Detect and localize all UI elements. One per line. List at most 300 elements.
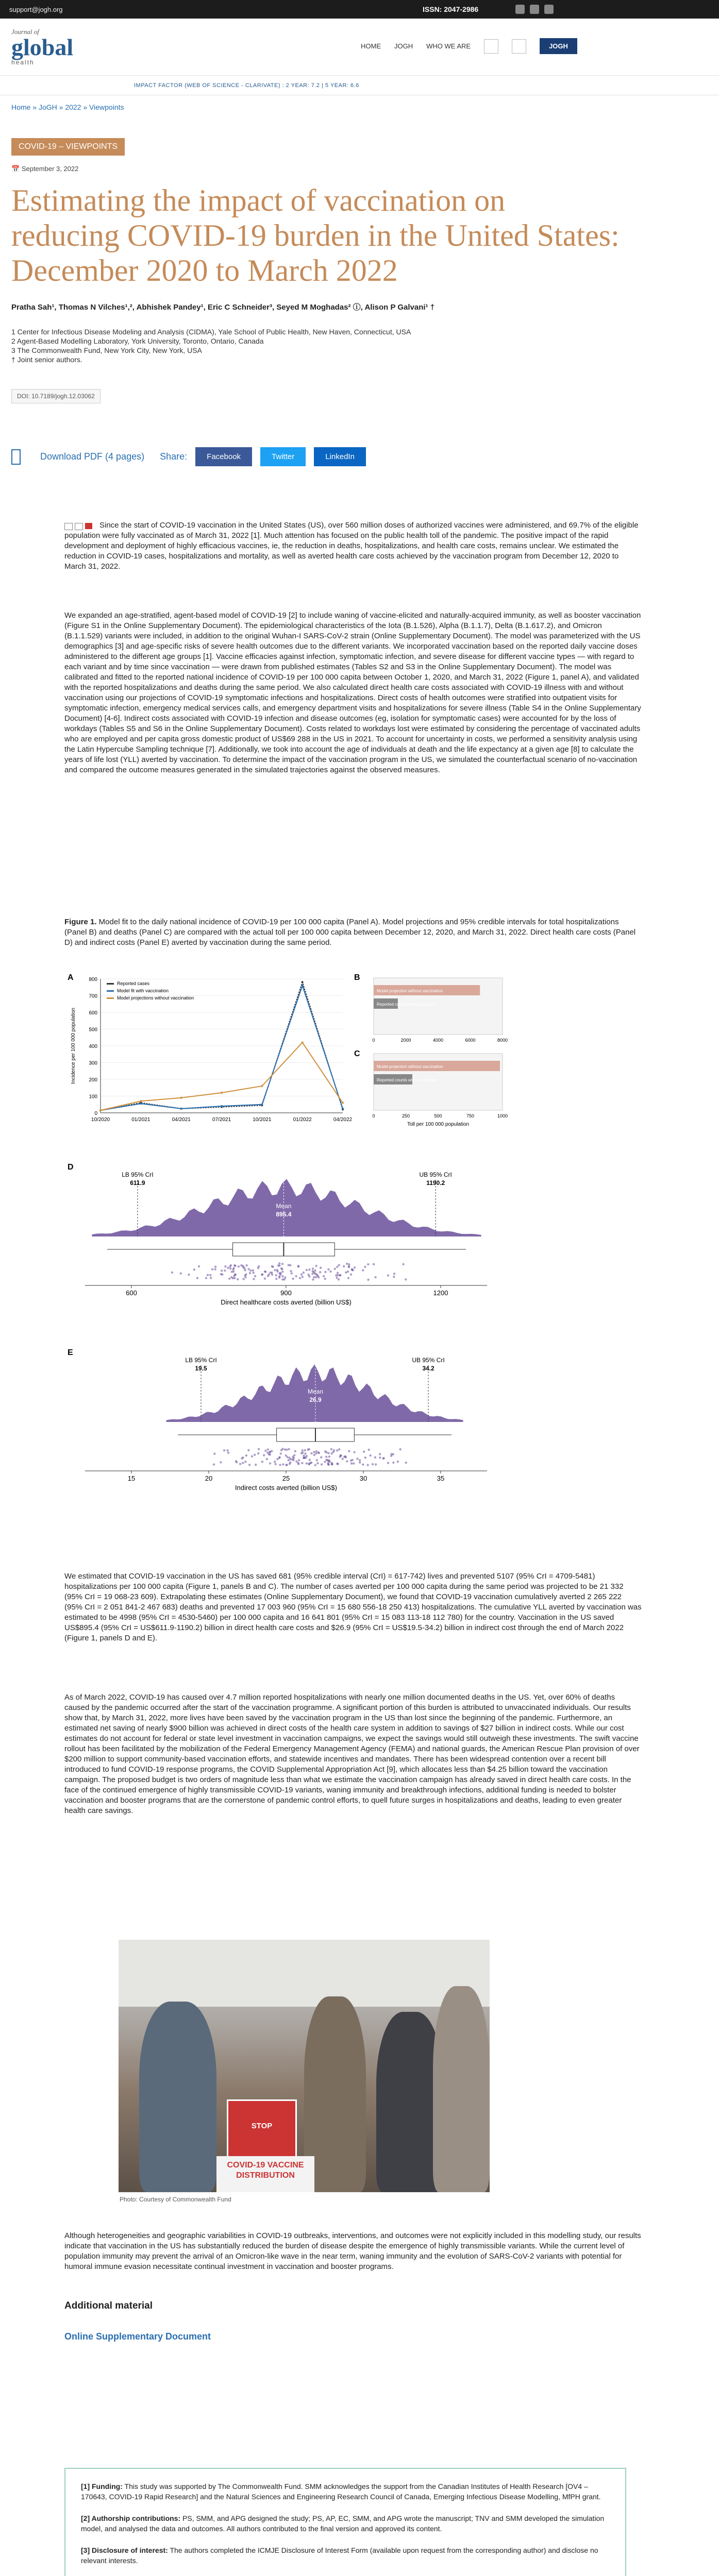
contrib-text: PS, SMM, and APG designed the study; PS, AP, EC, SMM, and APG wrote the manuscript; TNV and SMM developed the simulation model, and analysed the data and outcomes. All authors contributed to the final version and approved its content. xyxy=(81,2514,605,2533)
x-tick-label: 900 xyxy=(280,1289,292,1297)
sample-point xyxy=(264,1270,266,1273)
sample-point xyxy=(359,1459,361,1461)
sample-point xyxy=(367,1449,370,1451)
x-tick-label: 0 xyxy=(372,1038,375,1043)
sample-point xyxy=(392,1462,394,1464)
sample-point xyxy=(304,1456,306,1459)
mean-label: Mean xyxy=(307,1388,324,1395)
sample-point xyxy=(198,1265,200,1267)
article-title: Estimating the impact of vaccination on reducing COVID-19 burden in the United States: December 2020 to March 2022 xyxy=(11,183,620,287)
sample-point xyxy=(362,1463,364,1465)
sample-point xyxy=(324,1461,326,1463)
affiliation: 1 Center for Infectious Disease Modeling and Analysis (CIDMA), Yale School of Public Health, New Haven, Connecticut, USA xyxy=(11,328,411,336)
x-tick-label: 01/2022 xyxy=(293,1117,312,1123)
sample-point xyxy=(402,1263,404,1265)
sample-point xyxy=(309,1459,311,1461)
supplementary-link[interactable]: Online Supplementary Document xyxy=(64,2331,211,2342)
sample-point xyxy=(321,1463,323,1465)
sample-point xyxy=(253,1278,255,1280)
x-tick-label: 4000 xyxy=(432,1038,444,1043)
sample-point xyxy=(307,1274,309,1276)
panel-d-label: D xyxy=(68,1163,74,1172)
linkedin-share-button[interactable]: LinkedIn xyxy=(314,447,366,466)
sample-point xyxy=(327,1452,329,1454)
bar-label: Model projection without vaccination xyxy=(377,989,443,993)
figure-1-panel-e xyxy=(64,1345,508,1510)
sample-point xyxy=(284,1448,286,1450)
y-tick-label: 200 xyxy=(89,1077,97,1083)
sample-point xyxy=(252,1269,254,1272)
sample-point xyxy=(289,1264,291,1266)
panel-e-chart xyxy=(85,1357,487,1492)
nav-home[interactable]: HOME xyxy=(361,42,381,50)
sample-point xyxy=(280,1452,282,1454)
sample-point xyxy=(245,1454,247,1456)
breadcrumb-sep: » xyxy=(81,103,90,111)
data-point xyxy=(99,1109,102,1111)
sample-point xyxy=(397,1461,399,1463)
y-tick-label: 300 xyxy=(89,1060,97,1066)
sample-point xyxy=(261,1461,263,1463)
funding-label: [1] Funding: xyxy=(81,2482,123,2490)
sample-point xyxy=(374,1276,376,1278)
sample-point xyxy=(243,1267,245,1269)
social-links xyxy=(515,5,554,14)
sample-point xyxy=(315,1452,317,1454)
sample-point xyxy=(324,1450,326,1452)
twitter-icon[interactable] xyxy=(530,5,539,14)
contributions-note xyxy=(81,2513,610,2534)
author-list: Pratha Sah¹, Thomas N Vilches¹,², Abhishek Pandey¹, Eric C Schneider³, Seyed M Moghadas² ⓘ, Alison P Galvani¹ † xyxy=(11,303,435,312)
sample-point xyxy=(379,1453,381,1455)
sample-point xyxy=(330,1448,332,1450)
sample-point xyxy=(306,1462,308,1464)
nav-jogh[interactable]: JOGH xyxy=(394,42,413,50)
sample-point xyxy=(282,1463,284,1465)
sample-point xyxy=(319,1271,321,1273)
x-tick-label: 04/2022 xyxy=(333,1117,353,1123)
sample-point xyxy=(374,1456,376,1459)
logo-line-1: Journal of xyxy=(11,28,39,36)
share-label: Share: xyxy=(160,451,188,462)
sample-point xyxy=(258,1448,260,1450)
sample-point xyxy=(279,1273,281,1275)
disclosure-text: The authors completed the ICMJE Disclosure of Interest Form (available upon request from the corresponding author) and disclose no relevant interests. xyxy=(81,2546,598,2565)
sample-point xyxy=(311,1273,313,1275)
sample-point xyxy=(326,1459,328,1461)
breadcrumb-sep: » xyxy=(30,103,39,111)
impact-factor-bar xyxy=(0,76,719,95)
sample-point xyxy=(242,1278,244,1280)
sample-point xyxy=(244,1274,246,1276)
sample-point xyxy=(229,1267,231,1269)
sample-point xyxy=(363,1450,365,1452)
sample-point xyxy=(244,1461,246,1463)
sample-point xyxy=(286,1464,288,1466)
sample-point xyxy=(393,1276,395,1278)
series-line-2 xyxy=(101,1043,343,1111)
data-point xyxy=(140,1100,142,1102)
sample-point xyxy=(348,1266,350,1268)
sample-point xyxy=(255,1464,257,1466)
breadcrumb-jogh[interactable]: JoGH xyxy=(38,103,57,111)
sample-point xyxy=(313,1451,315,1453)
y-tick-label: 0 xyxy=(94,1111,97,1116)
logo-line-3: health xyxy=(11,59,35,66)
x-tick-label: 04/2021 xyxy=(172,1117,191,1123)
sample-point xyxy=(291,1458,293,1460)
sample-point xyxy=(230,1264,232,1266)
sample-point xyxy=(247,1449,249,1451)
issn-label: ISSN: 2047-2986 xyxy=(423,5,479,13)
sample-point xyxy=(251,1455,253,1458)
menu-icon[interactable] xyxy=(484,39,498,54)
x-tick-label: 25 xyxy=(282,1475,290,1482)
sample-point xyxy=(274,1269,276,1271)
sample-point xyxy=(405,1462,407,1464)
sample-point xyxy=(278,1275,280,1277)
sample-point xyxy=(288,1459,290,1461)
sample-point xyxy=(171,1272,173,1274)
sample-point xyxy=(353,1462,355,1464)
data-point xyxy=(221,1105,223,1107)
sample-point xyxy=(320,1267,322,1269)
stop-sign-text: STOP xyxy=(251,2122,273,2130)
sample-point xyxy=(399,1448,402,1450)
category-badge[interactable]: COVID-19 – VIEWPOINTS xyxy=(11,138,125,156)
sample-point xyxy=(387,1274,389,1276)
linkedin-icon[interactable] xyxy=(544,5,554,14)
sample-point xyxy=(274,1463,276,1465)
sample-point xyxy=(228,1278,230,1280)
legend-label: Reported cases xyxy=(117,981,150,986)
breadcrumb xyxy=(11,103,124,111)
photo-caption: Photo: Courtesy of Commonwealth Fund xyxy=(120,2196,231,2203)
sample-point xyxy=(292,1455,294,1458)
person-figure xyxy=(139,2002,216,2192)
facebook-share-button[interactable]: Facebook xyxy=(195,447,252,466)
sample-point xyxy=(393,1273,395,1275)
panel-e-label: E xyxy=(68,1348,73,1357)
sample-point xyxy=(314,1273,316,1275)
funding-text: This study was supported by The Commonwealth Fund. SMM acknowledges the support from the Canadian Institutes of Health Research [OV4 – 170643, COVID-19 Rapid Research] and the Natural Sciences and Engineering Research Council of Canada, Emerging Infectious Disease Modelling, MfPH grant. xyxy=(81,2482,601,2501)
legend-swatch xyxy=(107,997,114,999)
sample-point xyxy=(297,1265,299,1267)
legend-swatch xyxy=(107,983,114,985)
sample-point xyxy=(249,1269,252,1272)
sample-point xyxy=(298,1459,300,1461)
sample-point xyxy=(230,1276,232,1278)
sample-point xyxy=(237,1278,239,1280)
panel-a-label: A xyxy=(68,973,74,982)
sample-point xyxy=(323,1275,325,1277)
sample-point xyxy=(310,1462,312,1464)
paragraph-3: We estimated that COVID-19 vaccination in the US has saved 681 (95% credible interval (CrI) = 617-742) lives and prevented 5107 (95% CrI = 4709-5481) hospitalizations per 100 000 capita (Figure 1, panels B and C). The number of cases averted per 100 000 capita during the same period was projected to be 21 332 (95% CrI = 19 068-23 609). Extrapolating these estimates (Online Supplementary Document), we found that COVID-19 vaccination cumulatively averted 2 265 222 (95% CrI = 2 051 841-2 467 683) deaths and prevented 17 003 960 (95% CrI = 15 680 556-18 250 413) hospitalizations. The cumulative YLL averted by vaccination was estimated to be 4998 (95% CrI = 4530-5460) per 100 000 capita and 16 641 801 (95% CrI = 15 083 113-18 112 780) for the country. Vaccination in the US saved US$895.4 (95% CrI = US$611.9-1190.2) billion in direct health care costs and $26.9 (95% CrI = US$19.5-34.2) billion in indirect cost through the end of March 2022 (Figure 1, panels D and E). xyxy=(64,1572,642,1642)
impact-factor: IMPACT FACTOR (WEB OF SCIENCE - CLARIVATE) : 2 YEAR: 7.2 | 5 YEAR: 6.6 xyxy=(134,82,359,89)
breadcrumb-section[interactable]: Viewpoints xyxy=(89,103,124,111)
sample-point xyxy=(313,1454,315,1456)
x-tick-label: 2000 xyxy=(400,1038,411,1043)
sample-point xyxy=(233,1267,235,1269)
sample-point xyxy=(242,1462,244,1464)
sample-point xyxy=(269,1451,271,1453)
sample-point xyxy=(267,1275,269,1277)
affiliation: † Joint senior authors. xyxy=(11,355,82,364)
sample-point xyxy=(227,1452,229,1454)
sample-point xyxy=(346,1460,348,1462)
sample-point xyxy=(325,1456,327,1458)
sample-point xyxy=(362,1269,364,1271)
sample-point xyxy=(301,1462,303,1464)
sample-point xyxy=(232,1270,235,1273)
sample-point xyxy=(346,1263,348,1265)
pdf-icon xyxy=(11,449,21,465)
x-tick-label: 600 xyxy=(126,1289,137,1297)
sample-point xyxy=(352,1459,354,1461)
panel-a-chart xyxy=(71,977,353,1123)
legend-label: Model projections without vaccination xyxy=(117,995,194,1001)
sample-point xyxy=(271,1265,273,1267)
sample-point xyxy=(252,1272,254,1274)
site-header xyxy=(0,19,719,76)
figure-caption-label: Figure 1. xyxy=(64,918,97,926)
sample-point xyxy=(337,1463,339,1465)
x-tick-label: 10/2020 xyxy=(91,1117,110,1123)
figure-1-panel-d xyxy=(64,1159,508,1324)
person-figure xyxy=(433,1986,490,2192)
figure-1-svg xyxy=(64,969,508,1139)
ub-value: 1190.2 xyxy=(426,1179,445,1187)
sample-point xyxy=(294,1450,296,1452)
sample-point xyxy=(324,1271,326,1273)
sample-point xyxy=(292,1278,294,1280)
sample-point xyxy=(339,1274,341,1276)
sample-point xyxy=(304,1452,306,1454)
figure-caption-text: Model fit to the daily national incidence of COVID-19 per 100 000 capita (Panel A). Model projections and 95% credible intervals for total hospitalizations (Panel B) and deaths (Panel C) are compared with the actual toll per 100 000 capita between December 12, 2020, and March 31, 2022. Direct health care costs (Panel D) and indirect costs (Panel E) averted by vaccination during the same period. xyxy=(64,918,636,947)
ub-label: UB 95% CrI xyxy=(419,1171,452,1178)
panel-c-label: C xyxy=(354,1049,360,1058)
sample-point xyxy=(308,1268,310,1270)
sample-point xyxy=(367,1279,369,1281)
sample-point xyxy=(315,1450,317,1452)
sample-point xyxy=(315,1265,317,1267)
panel-b-chart xyxy=(372,978,508,1043)
sample-point xyxy=(214,1265,216,1267)
sample-point xyxy=(248,1464,250,1466)
support-email[interactable]: support@jogh.org xyxy=(9,6,63,13)
sample-point xyxy=(205,1277,207,1279)
sample-point xyxy=(382,1457,384,1459)
x-tick-label: 0 xyxy=(372,1113,375,1118)
twitter-share-button[interactable]: Twitter xyxy=(260,447,306,466)
x-axis-label: Indirect costs averted (billion US$) xyxy=(235,1484,337,1492)
data-point xyxy=(302,1042,304,1044)
x-tick-label: 15 xyxy=(127,1475,136,1482)
sample-point xyxy=(281,1270,283,1273)
sample-point xyxy=(223,1449,225,1451)
sample-point xyxy=(375,1463,377,1465)
affiliation: 2 Agent-Based Modelling Laboratory, York University, Toronto, Ontario, Canada xyxy=(11,337,264,345)
sample-point xyxy=(279,1464,281,1466)
sample-point xyxy=(281,1278,283,1280)
sample-point xyxy=(348,1263,350,1265)
jogh-button[interactable]: JOGH xyxy=(540,38,577,54)
sample-point xyxy=(356,1458,358,1460)
sample-point xyxy=(350,1462,353,1464)
sample-point xyxy=(329,1270,331,1273)
sample-point xyxy=(271,1274,273,1276)
sample-point xyxy=(379,1456,381,1459)
tent-canopy xyxy=(119,1940,490,2007)
sample-point xyxy=(264,1278,266,1280)
sample-point xyxy=(211,1268,213,1270)
x-axis-label: Toll per 100 000 population xyxy=(407,1122,470,1127)
legend-label: Model fit with vaccination xyxy=(117,988,169,993)
sample-point xyxy=(328,1455,330,1458)
sample-point xyxy=(352,1269,354,1271)
mean-value: 895.4 xyxy=(276,1211,292,1218)
x-tick-label: 20 xyxy=(205,1475,213,1482)
vaccination-photo xyxy=(119,1940,490,2192)
sample-point xyxy=(353,1451,355,1453)
breadcrumb-home[interactable]: Home xyxy=(11,103,31,111)
sample-point xyxy=(188,1274,190,1276)
sample-point xyxy=(347,1277,349,1279)
sample-point xyxy=(310,1452,312,1454)
sample-point xyxy=(390,1453,392,1455)
sample-point xyxy=(275,1278,277,1280)
sample-point xyxy=(312,1267,314,1269)
figure-caption xyxy=(64,917,642,948)
sample-point xyxy=(336,1266,338,1268)
sample-point xyxy=(387,1462,389,1464)
mean-value: 26.9 xyxy=(309,1396,322,1403)
vaccine-distribution-sign: COVID-19 VACCINE DISTRIBUTION xyxy=(216,2156,314,2192)
sample-point xyxy=(236,1461,238,1463)
sample-point xyxy=(334,1268,336,1270)
sample-point xyxy=(373,1263,375,1265)
breadcrumb-sep: » xyxy=(57,103,65,111)
lb-value: 19.5 xyxy=(195,1365,207,1372)
sample-point xyxy=(337,1272,339,1274)
data-point xyxy=(180,1097,182,1099)
sample-point xyxy=(308,1448,310,1450)
y-tick-label: 700 xyxy=(89,993,97,999)
sample-point xyxy=(269,1462,271,1464)
sample-point xyxy=(196,1277,198,1279)
data-point xyxy=(342,1102,344,1104)
sample-point xyxy=(280,1267,282,1269)
sample-point xyxy=(247,1268,249,1270)
sample-point xyxy=(320,1456,322,1459)
sample-point xyxy=(278,1262,280,1264)
figure-1-top xyxy=(64,969,508,1139)
sample-point xyxy=(249,1272,251,1274)
doi-label[interactable]: DOI: 10.7189/jogh.12.03062 xyxy=(11,389,101,403)
lb-label: LB 95% CrI xyxy=(122,1171,154,1178)
sample-point xyxy=(209,1274,211,1276)
sample-point xyxy=(343,1265,345,1267)
sample-point xyxy=(364,1456,366,1459)
data-point xyxy=(342,1108,344,1110)
sample-point xyxy=(299,1277,301,1279)
search-icon[interactable] xyxy=(512,39,526,54)
ub-value: 34.2 xyxy=(422,1365,434,1372)
facebook-icon[interactable] xyxy=(515,5,525,14)
x-tick-label: 750 xyxy=(466,1113,475,1118)
x-tick-label: 1200 xyxy=(433,1289,448,1297)
x-tick-label: 250 xyxy=(402,1113,410,1118)
sample-point xyxy=(254,1454,256,1456)
sample-point xyxy=(213,1463,215,1465)
sample-point xyxy=(290,1270,292,1272)
bar-label: Reported counts with vaccination xyxy=(377,1002,438,1007)
sample-point xyxy=(224,1269,226,1272)
sample-point xyxy=(330,1452,332,1454)
sample-point xyxy=(220,1273,222,1275)
nav-who-we-are[interactable]: WHO WE ARE xyxy=(426,42,471,50)
sample-point xyxy=(327,1462,329,1464)
x-tick-label: 1000 xyxy=(497,1113,508,1118)
bar-label: Reported counts with vaccination xyxy=(377,1078,438,1082)
sample-point xyxy=(261,1274,263,1276)
sample-point xyxy=(234,1265,236,1267)
paragraph-4: As of March 2022, COVID-19 has caused over 4.7 million reported hospitalizations with nearly one million documented deaths in the US. Yet, over 60% of deaths caused by the pandemic occurred after the start of the vaccination programme. A significant portion of this burden is attributed to unvaccinated individuals. Our results show that, by March 31, 2022, more lives have been saved by the vaccination program in the US than lost since the beginning of the pandemic. Furthermore, an estimated net saving of nearly $900 billion was achieved in direct costs of the health care system in addition to savings of $27 billion in indirect costs. While our cost estimates do not account for federal or state level investment in vaccination campaigns, we expect the savings would still outweigh these investments. The swift vaccine rollout has been facilitated by the mobilization of the Federal Emergency Management Agency (FEMA) and national guards, the American Rescue Plan provision of over $200 million to support community-based vaccination efforts, and statewide incentives and mandates. There has been widespread contention over a recent bill introduced to fund COVID-19 response programs, the COVID Supplemental Appropriation Act [9], which allocates less than $4.25 billion toward the vaccination campaign. The proposed budget is two orders of magnitude less than what we estimate the vaccination campaign has already saved in direct health care costs. In the face of the continued emergence of highly transmissible COVID-19 variants, waning immunity and breakthrough infections, additional funding is needed to bolster vaccination and booster programs that are the cornerstone of pandemic control efforts, to quell future surges in hospitalizations and deaths, leading to even greater health care savings. xyxy=(64,1693,640,1815)
sample-point xyxy=(372,1463,374,1465)
paragraph-5: Although heterogeneities and geographic variabilities in COVID-19 outbreaks, interventions, and outcomes were not explicitly included in this modelling study, our results indicate that vaccination in the US has substantially reduced the burden of disease despite the emergence of highly transmissible variants. While the current level of population immunity may prevent the arrival of an Omicron-like wave in the near term, waning immunity and the evolution of SARS-CoV-2 variants with potential for humoral immune evasion necessitate continual investment in vaccination and booster programs. xyxy=(64,2231,641,2271)
lb-value: 611.9 xyxy=(130,1179,145,1187)
x-axis-label: Direct healthcare costs averted (billion US$) xyxy=(221,1298,352,1306)
sample-point xyxy=(367,1263,369,1265)
sample-point xyxy=(405,1278,407,1280)
acknowledgements-box xyxy=(64,2468,626,2576)
disclosure-note xyxy=(81,2545,610,2566)
sample-point xyxy=(314,1269,316,1272)
publish-date: 📅 September 3, 2022 xyxy=(11,165,79,173)
sample-point xyxy=(277,1264,279,1266)
journal-logo[interactable] xyxy=(11,28,73,66)
sample-point xyxy=(331,1463,333,1465)
sample-point xyxy=(257,1452,259,1454)
sample-point xyxy=(214,1268,216,1270)
sample-point xyxy=(239,1463,241,1465)
sample-point xyxy=(227,1267,229,1269)
x-tick-label: 500 xyxy=(434,1113,442,1118)
sample-point xyxy=(302,1451,304,1453)
ub-label: UB 95% CrI xyxy=(412,1357,445,1364)
series-line-0 xyxy=(101,982,343,1111)
x-tick-label: 07/2021 xyxy=(212,1117,231,1123)
sample-point xyxy=(284,1276,286,1278)
y-tick-label: 400 xyxy=(89,1044,97,1049)
sample-point xyxy=(242,1456,244,1459)
download-pdf-link[interactable]: Download PDF (4 pages) xyxy=(40,451,145,462)
sample-point xyxy=(336,1277,338,1279)
sample-point xyxy=(312,1278,314,1280)
funding-note xyxy=(81,2481,610,2502)
x-tick-label: 10/2021 xyxy=(253,1117,272,1123)
y-tick-label: 500 xyxy=(89,1027,97,1033)
share-bar xyxy=(11,447,366,466)
sample-point xyxy=(302,1276,304,1278)
sample-point xyxy=(359,1461,361,1463)
data-point xyxy=(302,985,304,987)
sample-point xyxy=(333,1449,335,1451)
sample-point xyxy=(300,1273,303,1275)
sample-point xyxy=(276,1270,278,1273)
sample-point xyxy=(288,1448,290,1450)
breadcrumb-year[interactable]: 2022 xyxy=(65,103,81,111)
